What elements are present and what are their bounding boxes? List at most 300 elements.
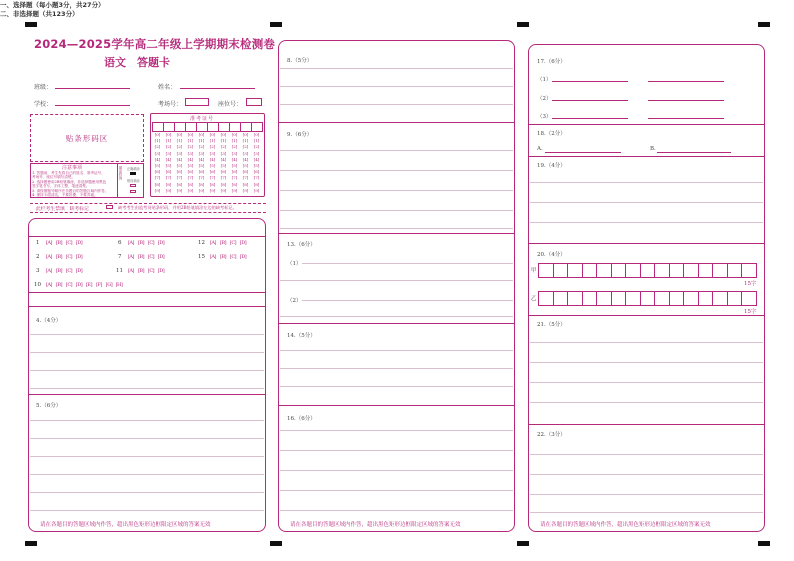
exam-id-bubble[interactable]: [8] — [209, 181, 216, 187]
answer-box-left — [28, 218, 266, 532]
mc-option-bubble[interactable]: [C] — [229, 240, 237, 246]
exam-id-bubble[interactable]: [7] — [154, 175, 161, 181]
exam-id-bubble-grid[interactable] — [152, 132, 262, 194]
exam-id-bubble[interactable]: [0] — [209, 132, 216, 137]
notes-line: 签字笔书写，字体工整、笔迹清楚。 — [32, 184, 90, 189]
seat-field[interactable] — [246, 98, 262, 106]
exam-id-bubble[interactable]: [8] — [220, 181, 227, 187]
exam-id-bubble[interactable]: [5] — [209, 162, 216, 168]
exam-id-bubble[interactable]: [9] — [198, 187, 205, 193]
alignment-mark — [758, 541, 770, 546]
writing-grid-cell[interactable] — [597, 264, 612, 277]
exam-id-bubble[interactable]: [6] — [154, 169, 161, 175]
mc-option-bubble[interactable]: [D] — [239, 240, 247, 246]
writing-grid-cell[interactable] — [626, 264, 641, 277]
mc-option-bubble[interactable]: [B] — [219, 240, 227, 246]
barcode-label: 贴条形码区 — [65, 133, 109, 143]
exam-title: 2024—2025学年高二年级上学期期末检测卷 — [34, 37, 276, 51]
name-label: 姓名： — [158, 84, 177, 91]
exam-id-bubble[interactable]: [5] — [242, 162, 249, 168]
exam-id-bubble[interactable]: [4] — [176, 156, 183, 162]
mc-option-bubble[interactable]: [A] — [45, 254, 52, 260]
writing-grid-cell[interactable] — [742, 292, 757, 305]
school-field[interactable] — [55, 105, 130, 106]
question-13-part2-label: （2） — [287, 298, 302, 304]
question-17-label: 17.（6分） — [537, 59, 566, 65]
exam-id-bubble[interactable]: [9] — [209, 187, 216, 193]
mc-question-number: 15 — [198, 254, 205, 260]
exam-id-bubble[interactable]: [1] — [165, 138, 172, 144]
mc-option-bubble[interactable]: [B] — [137, 268, 145, 274]
writing-grid-cell[interactable] — [583, 292, 598, 305]
section1-title: 一、选择题（每小题3分，共27分） — [0, 1, 105, 9]
exam-id-bubble[interactable]: [8] — [154, 181, 161, 187]
mc-option-bubble[interactable]: [D] — [75, 240, 83, 246]
exam-id-bubble[interactable]: [7] — [253, 175, 260, 181]
exam-id-bubble[interactable]: [8] — [242, 181, 249, 187]
exam-id-bubble[interactable]: [8] — [165, 181, 172, 187]
writing-grid-cell[interactable] — [713, 264, 728, 277]
exam-id-bubble[interactable]: [7] — [242, 175, 249, 181]
answer-line[interactable] — [280, 210, 513, 211]
exam-id-bubble[interactable]: [0] — [187, 132, 194, 137]
mc-option-bubble[interactable]: [A] — [45, 240, 52, 246]
mc-option-bubble[interactable]: [D] — [75, 268, 83, 274]
answer-line-q17-2a[interactable] — [552, 100, 628, 101]
exam-id-bubble[interactable]: [2] — [154, 144, 161, 150]
absent-checkbox[interactable] — [106, 205, 113, 209]
exam-id-bubble[interactable]: [9] — [253, 187, 260, 193]
exam-id-bubble[interactable]: [3] — [198, 150, 205, 156]
exam-id-bubble[interactable]: [2] — [231, 144, 238, 150]
mc-question-row — [34, 282, 124, 288]
answer-line[interactable] — [530, 342, 763, 343]
exam-id-bubble[interactable]: [0] — [220, 132, 227, 137]
exam-id-bubble[interactable]: [8] — [231, 181, 238, 187]
answer-line[interactable] — [280, 68, 513, 69]
exam-id-bubble[interactable]: [6] — [176, 169, 183, 175]
mc-option-bubble[interactable]: [B] — [55, 268, 63, 274]
section2-title: 二、非选择题（共123分） — [0, 10, 79, 18]
wrong-fill-sample — [130, 184, 136, 187]
exam-id-bubble[interactable]: [7] — [198, 175, 205, 181]
writing-grid-cell[interactable] — [554, 264, 569, 277]
writing-grid-cell[interactable] — [612, 292, 627, 305]
exam-id-bubble[interactable]: [0] — [154, 132, 161, 137]
exam-id-bubble[interactable]: [3] — [253, 150, 260, 156]
exam-id-bubble[interactable]: [4] — [253, 156, 260, 162]
exam-id-bubble[interactable]: [2] — [209, 144, 216, 150]
answer-line[interactable] — [30, 438, 264, 439]
question-13-part1-label: （1） — [287, 261, 302, 267]
answer-line[interactable] — [280, 510, 513, 511]
exam-id-bubble[interactable]: [2] — [198, 144, 205, 150]
answer-line[interactable] — [530, 222, 763, 223]
mc-option-bubble[interactable]: [A] — [127, 268, 134, 274]
answer-line[interactable] — [302, 300, 513, 301]
answer-line[interactable] — [30, 492, 264, 493]
answer-line-q17-1a[interactable] — [552, 81, 628, 82]
writing-grid-cell[interactable] — [641, 264, 656, 277]
exam-id-bubble[interactable]: [1] — [209, 138, 216, 144]
alignment-mark — [25, 541, 37, 546]
answer-line-q17-1b[interactable] — [648, 81, 724, 82]
mc-option-bubble[interactable]: [B] — [55, 240, 63, 246]
mc-option-bubble[interactable]: [A] — [45, 268, 52, 274]
question-18-a-label: A. — [537, 146, 543, 152]
exam-id-bubble[interactable]: [4] — [242, 156, 249, 162]
question-22-label: 22.（3分） — [537, 432, 566, 438]
exam-id-bubble[interactable]: [6] — [187, 169, 194, 175]
mc-option-bubble[interactable]: [C] — [65, 282, 73, 288]
mc-question-number: 11 — [116, 268, 123, 274]
answer-line-q17-3b[interactable] — [648, 118, 724, 119]
alignment-mark — [25, 22, 37, 27]
mc-option-bubble[interactable]: [B] — [137, 254, 145, 260]
fill-example-label: 填涂样例 — [119, 166, 123, 180]
mc-option-bubble[interactable]: [C] — [147, 240, 155, 246]
question-4-label: 4.（4分） — [36, 318, 62, 324]
writing-grid-cell[interactable] — [713, 292, 728, 305]
exam-id-bubble[interactable]: [7] — [220, 175, 227, 181]
writing-grid-cell[interactable] — [742, 264, 757, 277]
exam-id-bubble[interactable]: [7] — [231, 175, 238, 181]
mc-option-bubble[interactable]: [A] — [209, 254, 216, 260]
exam-id-bubble[interactable]: [6] — [253, 169, 260, 175]
wrong-fill-label: 错误填涂 — [127, 179, 140, 183]
answer-line[interactable] — [530, 512, 763, 513]
answer-line[interactable] — [280, 190, 513, 191]
writing-grid-cell[interactable] — [684, 292, 699, 305]
answer-line[interactable] — [530, 454, 763, 455]
mc-question-row — [118, 254, 166, 260]
exam-id-bubble[interactable]: [9] — [220, 187, 227, 193]
answer-line[interactable] — [280, 104, 513, 105]
answer-line[interactable] — [30, 370, 264, 371]
answer-line[interactable] — [280, 386, 513, 387]
answer-line[interactable] — [280, 430, 513, 431]
exam-id-bubble[interactable]: [2] — [253, 144, 260, 150]
writing-grid-jia[interactable] — [538, 263, 757, 278]
mc-question-number: 7 — [118, 254, 122, 260]
mc-option-bubble[interactable]: [C] — [65, 240, 73, 246]
writing-grid-cell[interactable] — [597, 292, 612, 305]
exam-id-bubble[interactable]: [9] — [231, 187, 238, 193]
exam-id-bubble[interactable]: [5] — [198, 162, 205, 168]
divider — [529, 156, 764, 157]
exam-id-bubble[interactable]: [2] — [242, 144, 249, 150]
notes-line: 2. 选择题使用2B铅笔填涂，非选择题使用黑色 — [32, 179, 107, 184]
exam-id-bubble[interactable]: [6] — [220, 169, 227, 175]
writing-grid-cell[interactable] — [568, 264, 583, 277]
question-16-label: 16.（6分） — [287, 416, 316, 422]
mc-question-number: 10 — [34, 282, 41, 288]
writing-grid-cell[interactable] — [612, 264, 627, 277]
divider — [279, 323, 514, 324]
answer-line[interactable] — [280, 150, 513, 151]
writing-grid-cell[interactable] — [641, 292, 656, 305]
question-14-label: 14.（5分） — [287, 333, 316, 339]
exam-id-bubble[interactable]: [2] — [220, 144, 227, 150]
exam-id-bubble[interactable]: [0] — [176, 132, 183, 137]
divider — [529, 424, 764, 425]
exam-id-bubble[interactable]: [5] — [187, 162, 194, 168]
correct-fill-sample — [130, 172, 136, 175]
divider — [529, 243, 764, 244]
notes-text — [32, 171, 116, 197]
answer-line[interactable] — [280, 368, 513, 369]
mc-question-row — [198, 254, 248, 260]
correct-fill-label: 正确填涂 — [127, 167, 140, 171]
answer-line[interactable] — [530, 382, 763, 383]
divider — [29, 292, 265, 293]
writing-grid-cell[interactable] — [626, 292, 641, 305]
name-field[interactable] — [180, 88, 255, 89]
answer-line[interactable] — [530, 182, 763, 183]
exam-id-bubble[interactable]: [0] — [242, 132, 249, 137]
mc-option-bubble[interactable]: [D] — [75, 282, 83, 288]
exam-id-bubble[interactable]: [5] — [220, 162, 227, 168]
exam-id-bubble[interactable]: [1] — [198, 138, 205, 144]
exam-id-bubble[interactable]: [3] — [154, 150, 161, 156]
exam-id-bubble[interactable]: [2] — [176, 144, 183, 150]
mc-option-bubble[interactable]: [E] — [85, 282, 93, 288]
mc-option-bubble[interactable]: [C] — [229, 254, 237, 260]
answer-line[interactable] — [302, 263, 513, 264]
exam-id-bubble[interactable]: [9] — [187, 187, 194, 193]
exam-id-bubble[interactable]: [3] — [187, 150, 194, 156]
alignment-mark — [270, 541, 282, 546]
divider — [279, 233, 514, 234]
mc-question-number: 12 — [198, 240, 205, 246]
mc-option-bubble[interactable]: [A] — [209, 240, 216, 246]
writing-grid-cell[interactable] — [670, 264, 685, 277]
exam-id-bubble[interactable]: [0] — [253, 132, 260, 137]
mc-option-bubble[interactable]: [B] — [55, 254, 63, 260]
mc-option-bubble[interactable]: [C] — [147, 254, 155, 260]
mc-option-bubble[interactable]: [D] — [239, 254, 247, 260]
exam-id-bubble[interactable]: [1] — [231, 138, 238, 144]
exam-id-bubble[interactable]: [4] — [231, 156, 238, 162]
exam-id-bubble[interactable]: [5] — [253, 162, 260, 168]
answer-line[interactable] — [280, 280, 513, 281]
absent-note: 缺考考生由监考员贴条形码，并用2B铅笔填涂左边的缺考标记。 — [118, 205, 237, 210]
exam-id-title: 准考证号 — [190, 116, 215, 122]
writing-grid-cell[interactable] — [568, 292, 583, 305]
exam-id-bubble[interactable]: [3] — [176, 150, 183, 156]
exam-id-bubble[interactable]: [3] — [220, 150, 227, 156]
exam-id-bubble[interactable]: [6] — [231, 169, 238, 175]
mc-option-bubble[interactable]: [C] — [147, 268, 155, 274]
answer-line[interactable] — [530, 402, 763, 403]
exam-id-bubble[interactable]: [1] — [220, 138, 227, 144]
exam-id-bubble[interactable]: [6] — [165, 169, 172, 175]
exam-id-bubble[interactable]: [7] — [165, 175, 172, 181]
exam-id-bubble[interactable]: [3] — [165, 150, 172, 156]
mc-option-bubble[interactable]: [C] — [65, 268, 73, 274]
notes-line: 1. 答题前，考生先将自己的姓名、准考证号、 — [32, 171, 105, 175]
mc-question-number: 1 — [36, 240, 40, 246]
exam-id-bubble[interactable]: [4] — [154, 156, 161, 162]
exam-id-bubble[interactable]: [3] — [242, 150, 249, 156]
alignment-mark — [270, 22, 282, 27]
writing-grid-cell[interactable] — [670, 292, 685, 305]
mc-option-bubble[interactable]: [G] — [105, 282, 113, 288]
answer-box-middle — [278, 40, 515, 532]
divider — [279, 405, 514, 406]
writing-grid-yi[interactable] — [538, 291, 757, 306]
exam-id-bubble[interactable]: [2] — [187, 144, 194, 150]
mc-option-bubble[interactable]: [A] — [127, 240, 134, 246]
exam-id-bubble[interactable]: [7] — [187, 175, 194, 181]
answer-line[interactable] — [530, 202, 763, 203]
exam-id-bubble[interactable]: [4] — [220, 156, 227, 162]
fill-example — [117, 163, 144, 198]
exam-id-bubble[interactable]: [9] — [176, 187, 183, 193]
exam-id-bubble[interactable]: [1] — [176, 138, 183, 144]
question-5-label: 5.（6分） — [36, 403, 62, 409]
footer-note: 请在各题目的答题区域内作答，超出黑色矩形边框限定区域的答案无效 — [290, 522, 461, 528]
exam-id-bubble[interactable]: [6] — [242, 169, 249, 175]
writing-grid-cell[interactable] — [728, 292, 743, 305]
answer-line[interactable] — [280, 450, 513, 451]
question-20-jia-label: 甲 — [531, 268, 537, 274]
answer-line-q17-3a[interactable] — [552, 118, 628, 119]
writing-grid-cell[interactable] — [539, 292, 554, 305]
alignment-mark — [517, 22, 529, 27]
writing-grid-cell[interactable] — [699, 264, 714, 277]
exam-id-bubble[interactable]: [0] — [165, 132, 172, 137]
alignment-mark — [517, 541, 529, 546]
exam-id-bubble[interactable]: [1] — [187, 138, 194, 144]
answer-line[interactable] — [30, 420, 264, 421]
exam-id-bubble[interactable]: [8] — [198, 181, 205, 187]
mc-option-bubble[interactable]: [B] — [219, 254, 227, 260]
answer-line-q18-a[interactable] — [545, 152, 621, 153]
exam-id-bubble[interactable]: [4] — [198, 156, 205, 162]
exam-id-bubble[interactable]: [9] — [242, 187, 249, 193]
footer-note: 请在各题目的答题区域内作答，超出黑色矩形边框限定区域的答案无效 — [40, 522, 211, 528]
answer-line[interactable] — [280, 170, 513, 171]
exam-id-bubble[interactable]: [0] — [231, 132, 238, 137]
divider — [29, 394, 265, 395]
answer-line[interactable] — [30, 510, 264, 511]
writing-grid-cell[interactable] — [655, 292, 670, 305]
divider — [529, 124, 764, 125]
answer-line[interactable] — [280, 470, 513, 471]
answer-line[interactable] — [530, 362, 763, 363]
exam-id-bubble[interactable]: [4] — [209, 156, 216, 162]
mc-option-bubble[interactable]: [D] — [75, 254, 83, 260]
divider — [529, 315, 764, 316]
question-20-yi-label: 乙 — [531, 296, 537, 302]
barcode-area — [30, 114, 144, 162]
answer-line[interactable] — [30, 352, 264, 353]
answer-line[interactable] — [280, 86, 513, 87]
exam-id-bubble[interactable]: [7] — [209, 175, 216, 181]
question-20-label: 20.（4分） — [537, 252, 566, 258]
exam-id-bubble[interactable]: [3] — [209, 150, 216, 156]
answer-line[interactable] — [280, 490, 513, 491]
exam-id-bubble[interactable]: [6] — [198, 169, 205, 175]
question-20-jia-count: 15字 — [744, 281, 757, 287]
answer-line-q18-b[interactable] — [657, 152, 731, 153]
exam-id-bubble[interactable]: [4] — [165, 156, 172, 162]
mc-option-bubble[interactable]: [F] — [96, 282, 102, 288]
divider — [279, 122, 514, 123]
exam-id-bubble[interactable]: [3] — [231, 150, 238, 156]
divider — [29, 306, 265, 307]
exam-id-bubble[interactable]: [5] — [165, 162, 172, 168]
writing-grid-cell[interactable] — [655, 264, 670, 277]
exam-id-input-row[interactable] — [152, 122, 263, 132]
mc-option-bubble[interactable]: [A] — [127, 254, 134, 260]
answer-line[interactable] — [280, 350, 513, 351]
exam-id-bubble[interactable]: [9] — [154, 187, 161, 193]
answer-line[interactable] — [530, 494, 763, 495]
exam-id-bubble[interactable]: [8] — [253, 181, 260, 187]
answer-line-q17-2b[interactable] — [648, 100, 724, 101]
question-18-b-label: B. — [650, 146, 656, 152]
mc-option-bubble[interactable]: [B] — [137, 240, 145, 246]
exam-id-bubble[interactable]: [8] — [187, 181, 194, 187]
writing-grid-cell[interactable] — [539, 264, 554, 277]
exam-id-bubble[interactable]: [1] — [242, 138, 249, 144]
mc-option-bubble[interactable]: [D] — [157, 254, 165, 260]
writing-grid-cell[interactable] — [583, 264, 598, 277]
exam-id-bubble[interactable]: [5] — [231, 162, 238, 168]
class-field[interactable] — [55, 88, 130, 89]
exam-id-bubble[interactable]: [5] — [154, 162, 161, 168]
writing-grid-cell[interactable] — [728, 264, 743, 277]
answer-line[interactable] — [530, 474, 763, 475]
exam-room-field[interactable] — [185, 98, 209, 106]
answer-line[interactable] — [30, 474, 264, 475]
notes-line: 考场号、座位号填写清楚。 — [32, 175, 76, 180]
question-18-label: 18.（2分） — [537, 131, 566, 137]
mc-option-bubble[interactable]: [C] — [65, 254, 73, 260]
mc-question-row — [36, 254, 84, 260]
exam-id-bubble[interactable]: [7] — [176, 175, 183, 181]
exam-id-bubble[interactable]: [5] — [176, 162, 183, 168]
exam-id-bubble[interactable]: [1] — [154, 138, 161, 144]
mc-option-bubble[interactable]: [B] — [55, 282, 63, 288]
answer-line[interactable] — [30, 334, 264, 335]
mc-option-bubble[interactable]: [D] — [157, 240, 165, 246]
mc-option-bubble[interactable]: [A] — [45, 282, 52, 288]
mc-option-bubble[interactable]: [D] — [157, 268, 165, 274]
writing-grid-cell[interactable] — [554, 292, 569, 305]
exam-room-label: 考场号： — [158, 101, 183, 108]
writing-grid-cell[interactable] — [684, 264, 699, 277]
exam-id-bubble[interactable]: [1] — [253, 138, 260, 144]
question-20-yi-count: 15字 — [744, 309, 757, 315]
exam-id-bubble[interactable]: [4] — [187, 156, 194, 162]
answer-line[interactable] — [30, 456, 264, 457]
answer-line[interactable] — [280, 228, 513, 229]
mc-option-bubble[interactable]: [H] — [115, 282, 123, 288]
notes-title: 注意事项 — [62, 165, 83, 171]
exam-id-bubble[interactable]: [9] — [165, 187, 172, 193]
alignment-mark — [758, 22, 770, 27]
exam-id-bubble[interactable]: [6] — [209, 169, 216, 175]
answer-line[interactable] — [280, 316, 513, 317]
exam-id-bubble[interactable]: [0] — [198, 132, 205, 137]
exam-id-bubble[interactable]: [2] — [165, 144, 172, 150]
exam-id-bubble[interactable]: [8] — [176, 181, 183, 187]
answer-line[interactable] — [30, 388, 264, 389]
writing-grid-cell[interactable] — [699, 292, 714, 305]
